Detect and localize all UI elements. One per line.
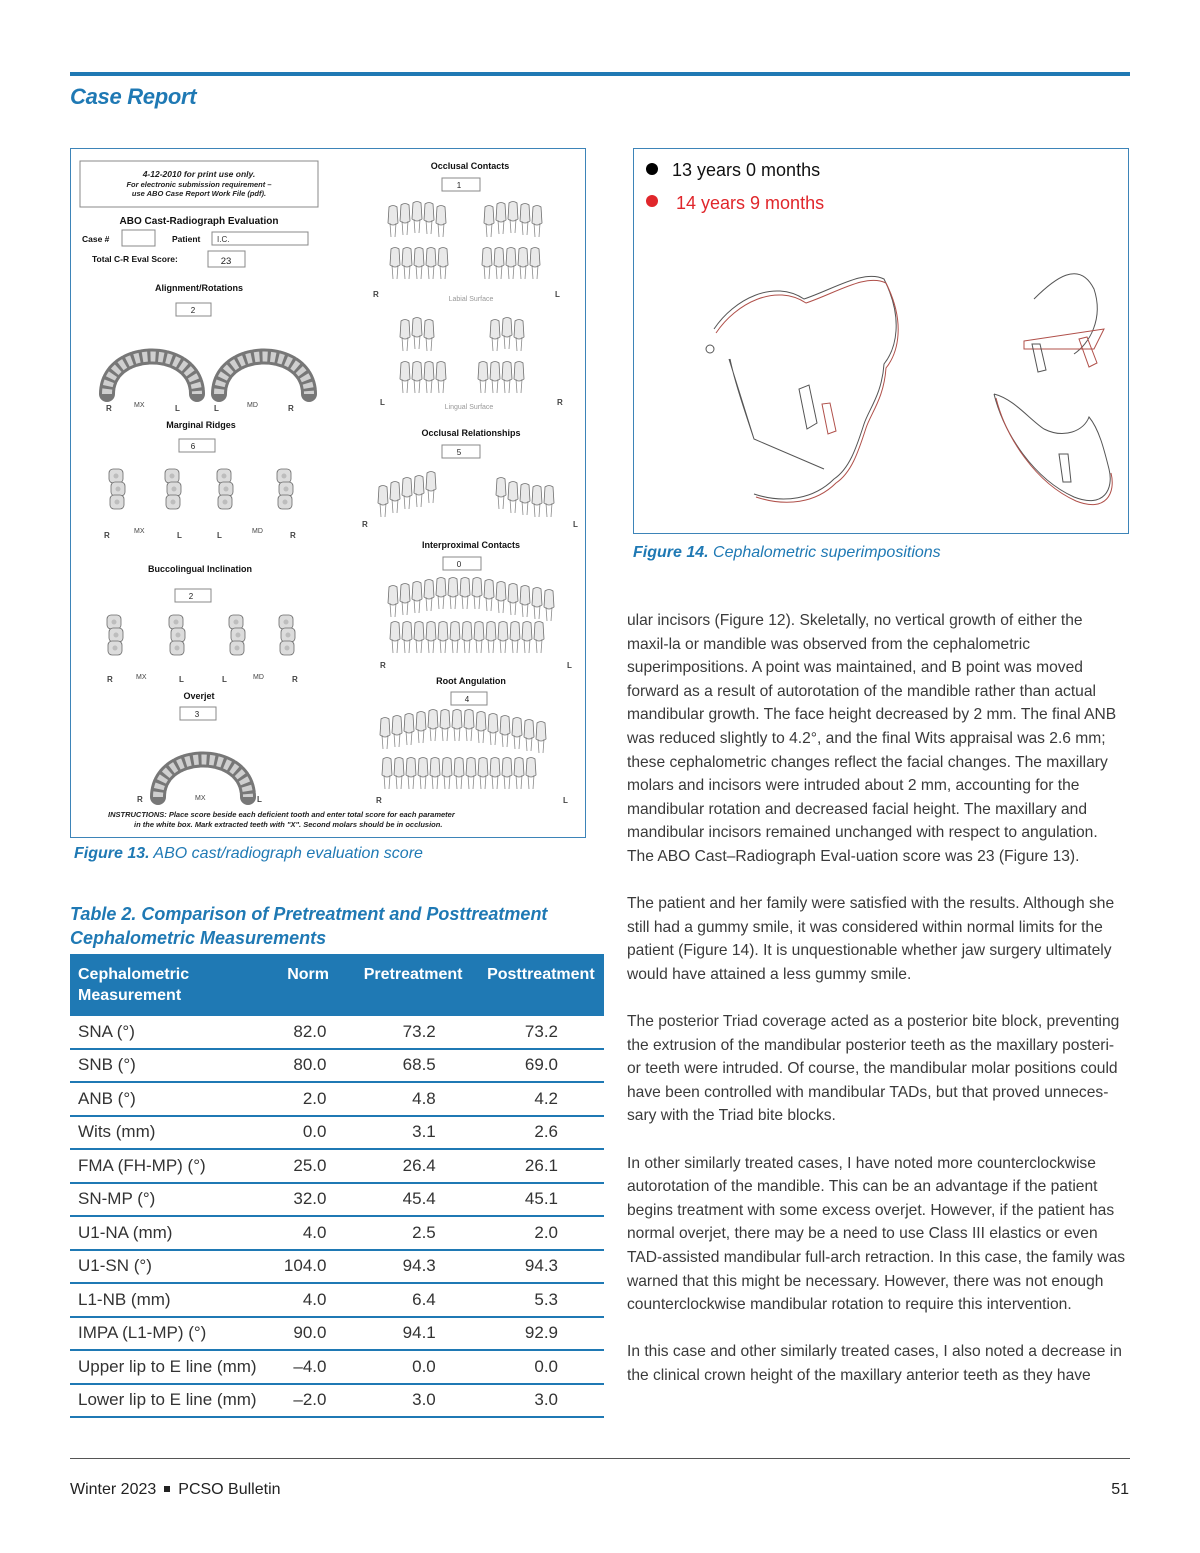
paragraph-3: The posterior Triad coverage acted as a posterior bite block, preventing the extrusion of the mandibular posterior teeth as the maxillary posteri-or teeth were intruded. Of course, the mandibular molar positions could have been controlled with mandibular TADs, but that proved unneces-sary with the Triad bite blocks. [627, 1013, 1120, 1125]
upper-arch-image [107, 357, 197, 395]
table-row: U1-NA (mm) 4.0 2.5 2.0 [70, 1216, 604, 1250]
svg-text:MX: MX [134, 402, 145, 409]
patient-label: Patient [172, 234, 201, 244]
legend-black-dot [646, 163, 658, 175]
alignment-value: 2 [190, 306, 196, 315]
note-line-3: use ABO Case Report Work File (pdf). [131, 189, 267, 198]
figure-14-caption: Figure 14. Cephalometric superimpositions [633, 544, 941, 561]
svg-text:R: R [373, 290, 379, 299]
paragraph-2: The patient and her family were satisfied with the results. Although she still had a gummy smile, it was considered within normal limits for the patient (Figure 14). It is unquestionable whether jaw surgery ultimately would have attained a less gummy smile. [627, 895, 1115, 983]
table-2-title: Table 2. Comparison of Pretreatment and Posttreatment Cephalometric Measurements [70, 904, 548, 948]
occlusal-relationships-value: 5 [456, 448, 462, 457]
labial-surface-label: Labial Surface [448, 296, 494, 303]
svg-text:R: R [106, 404, 112, 413]
paragraph-1: ular incisors (Figure 12). Skeletally, no vertical growth of either the maxil-la or mandible was observed from the cephalometric superimpositions. A point was maintained, and B point was moved forward as a result of autorotation of the mandible rather than actual mandibular growth. The face height decreased by 2 mm. The final ANB was reduced slightly to 4.2°, and the final Wits appraisal was 2.6 mm; these cephalometric changes reflect the facial changes. The maxillary molars and incisors were intruded about 2 mm, accounting for the mandibular rotation and decreased facial height. The maxillary and mandibular incisors remained unchanged with respect to angulation. The ABO Cast–Radiograph Eval-uation score was 23 (Figure 13). [627, 612, 1117, 865]
paragraph-5: In this case and other similarly treated cases, I also noted a decrease in the clinical crown height of the maxillary anterior teeth as they have [627, 1343, 1122, 1384]
legend-red-label: 14 years 9 months [676, 193, 825, 213]
svg-text:R: R [292, 675, 298, 684]
table-row: Wits (mm) 0.0 3.1 2.6 [70, 1116, 604, 1150]
header-norm: Norm [266, 954, 349, 1016]
svg-text:R: R [362, 520, 368, 529]
svg-text:MD: MD [253, 674, 264, 681]
svg-text:MX: MX [136, 674, 147, 681]
page-number: 51 [1111, 1481, 1129, 1498]
cephalometric-tracing-right [994, 274, 1112, 505]
table-row: Lower lip to E line (mm) –2.0 3.0 3.0 [70, 1384, 604, 1418]
interproximal-label: Interproximal Contacts [421, 540, 521, 550]
lingual-teeth-image [400, 318, 524, 394]
figure-13-caption: Figure 13. ABO cast/radiograph evaluation score [74, 845, 423, 862]
total-value: 23 [220, 256, 232, 267]
table-row: IMPA (L1-MP) (°) 90.0 94.1 92.9 [70, 1317, 604, 1351]
patient-value: I.C. [217, 235, 230, 244]
svg-text:R: R [557, 398, 563, 407]
svg-text:L: L [257, 795, 262, 804]
svg-text:R: R [376, 796, 382, 805]
labial-teeth-image [388, 202, 542, 280]
buccolingual-label: Buccolingual Inclination [147, 564, 253, 574]
table-row: U1-SN (°) 104.0 94.3 94.3 [70, 1250, 604, 1284]
paragraph-4: In other similarly treated cases, I have noted more counterclockwise autorotation of the mandible. This can be an advantage if the patient begins treatment with some excess overjet. However, if the patient has normal overjet, there may be a need to use Class III elastics or even TAD-assisted mandibular full-arch retraction. In this case, the family was warned that this might be necessary. However, there was not enough counterclockwise mandibular rotation to require this intervention. [627, 1154, 1126, 1314]
form-title: ABO Cast-Radiograph Evaluation [119, 216, 279, 227]
occlusal-relationship-teeth-image [378, 472, 554, 518]
svg-text:L: L [567, 661, 572, 670]
svg-text:MD: MD [247, 402, 258, 409]
svg-text:R: R [288, 404, 294, 413]
svg-text:L: L [555, 290, 560, 299]
instructions-line-1: INSTRUCTIONS: Place score beside each deficient tooth and enter total score for each parameter [108, 810, 455, 819]
svg-text:L: L [177, 531, 182, 540]
svg-text:L: L [380, 398, 385, 407]
svg-text:MX: MX [134, 528, 145, 535]
alignment-label: Alignment/Rotations [155, 283, 243, 293]
total-label: Total C-R Eval Score: [92, 254, 178, 264]
svg-text:L: L [214, 404, 219, 413]
footer-rule [70, 1458, 1130, 1459]
note-line-1: 4-12-2010 for print use only. [142, 169, 256, 179]
note-line-2: For electronic submission requirement – [126, 180, 272, 189]
svg-text:MD: MD [252, 528, 263, 535]
table-row: SNA (°) 82.0 73.2 73.2 [70, 1016, 604, 1049]
svg-text:L: L [563, 796, 568, 805]
footer-separator [164, 1486, 170, 1492]
overjet-arch-image [158, 760, 248, 798]
occlusal-contacts-value: 1 [456, 181, 462, 190]
svg-text:L: L [573, 520, 578, 529]
cephalometric-tracing-left [706, 276, 898, 502]
interproximal-teeth-image [388, 578, 554, 654]
root-angulation-value: 4 [464, 695, 470, 704]
svg-text:L: L [175, 404, 180, 413]
svg-text:R: R [380, 661, 386, 670]
table-header-row [70, 954, 604, 1016]
figure-13-abo-form [70, 148, 586, 838]
svg-text:L: L [217, 531, 222, 540]
footer-title: PCSO Bulletin [178, 1481, 281, 1498]
marginal-label: Marginal Ridges [166, 420, 236, 430]
case-label: Case # [82, 234, 110, 244]
svg-text:L: L [179, 675, 184, 684]
body-text [627, 609, 1127, 1411]
overjet-value: 3 [194, 710, 200, 719]
svg-text:L: L [222, 675, 227, 684]
root-angulation-label: Root Angulation [436, 676, 506, 686]
overjet-label: Overjet [183, 691, 215, 701]
svg-text:R: R [107, 675, 113, 684]
lower-arch-image [219, 357, 309, 395]
table-row: FMA (FH-MP) (°) 25.0 26.4 26.1 [70, 1149, 604, 1183]
table-2 [70, 954, 604, 1418]
header-posttreatment: Posttreatment [476, 954, 604, 1016]
occlusal-contacts-label: Occlusal Contacts [430, 161, 510, 171]
svg-text:R: R [290, 531, 296, 540]
buccolingual-value: 2 [188, 592, 194, 601]
interproximal-value: 0 [456, 560, 462, 569]
section-title: Case Report [70, 84, 197, 109]
root-angulation-teeth-image [380, 710, 546, 790]
table-row: SN-MP (°) 32.0 45.4 45.1 [70, 1183, 604, 1217]
occlusal-relationships-label: Occlusal Relationships [421, 428, 521, 438]
footer-publication [70, 1481, 281, 1499]
svg-text:R: R [104, 531, 110, 540]
table-row: SNB (°) 80.0 68.5 69.0 [70, 1049, 604, 1083]
table-row: Upper lip to E line (mm) –4.0 0.0 0.0 [70, 1350, 604, 1384]
figure-14-superimpositions [633, 148, 1129, 534]
marginal-value: 6 [190, 442, 196, 451]
svg-text:MX: MX [195, 795, 206, 802]
legend-red-dot [646, 195, 658, 207]
instructions-line-2: in the white box. Mark extracted teeth with "X". Second molars should be in occlusion. [134, 820, 443, 829]
footer-issue: Winter 2023 [70, 1481, 157, 1498]
svg-text:R: R [137, 795, 143, 804]
lingual-surface-label: Lingual Surface [444, 404, 494, 411]
header-measurement: Cephalometric Measurement [70, 954, 266, 1016]
legend-black-label: 13 years 0 months [672, 160, 821, 180]
header-pretreatment: Pretreatment [348, 954, 475, 1016]
table-row: ANB (°) 2.0 4.8 4.2 [70, 1082, 604, 1116]
header-rule [70, 72, 1130, 76]
table-row: L1-NB (mm) 4.0 6.4 5.3 [70, 1283, 604, 1317]
